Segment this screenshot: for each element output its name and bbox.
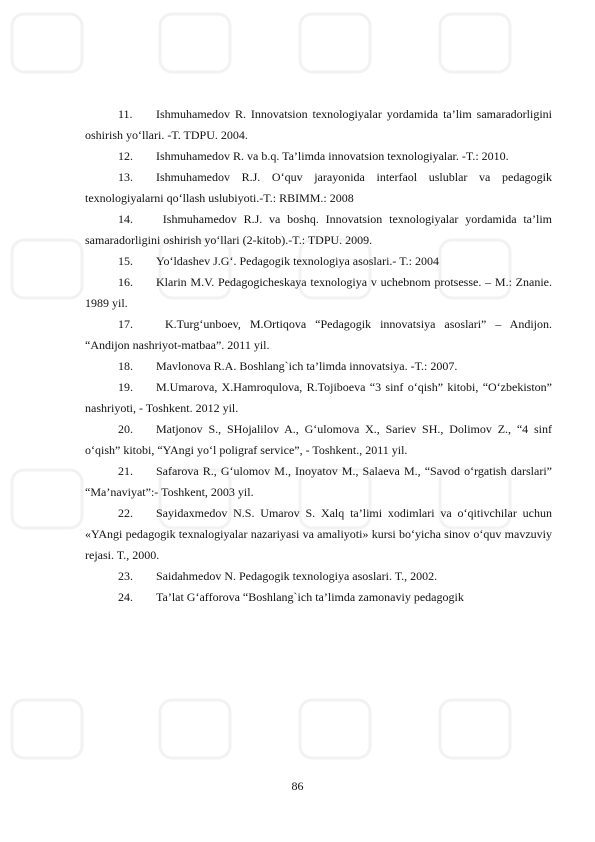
reference-text: Safarova R., G‘ulomov M., Inoyatov M., Salaeva M., “Savod o‘rgatish darslari” “Ma’naviyat”:- Toshkent, 2003 yil.	[85, 464, 552, 499]
reference-text: Ishmuhamedov R.J. va boshq. Innovatsion texnologiyalar yordamida ta’lim samaradorligini oshirish yo‘llari (2-kitob).-T.: TDPU. 2009.	[85, 212, 552, 247]
reference-item	[85, 356, 552, 377]
reference-text: Ishmuhamedov R. Innovatsion texnologiyalar yordamida ta’lim samaradorligini oshirish yo‘llari. -T. TDPU. 2004.	[85, 107, 552, 142]
reference-item	[85, 272, 552, 314]
reference-item	[85, 209, 552, 251]
reference-text: Sayidaxmedov N.S. Umarov S. Xalq ta’limi xodimlari va o‘qitivchilar uchun «YAngi pedagogik texnalogiyalar nazariyasi va amaliyoti» kursi bo‘yicha sinov o‘quv mavzuviy rejasi. T., 2000.	[85, 506, 552, 562]
reference-item	[85, 377, 552, 419]
page-number: 86	[291, 779, 304, 793]
reference-item	[85, 587, 552, 608]
reference-number: 15.	[118, 254, 133, 268]
reference-item	[85, 503, 552, 566]
reference-text: Ishmuhamedov R. va b.q. Ta’limda innovatsion texnologiyalar. -T.: 2010.	[156, 149, 509, 163]
reference-number: 14.	[118, 212, 133, 226]
reference-text: K.Turg‘unboev, M.Ortiqova “Pedagogik innovatsiya asoslari” – Andijon. “Andijon nashriyot-matbaa”. 2011 yil.	[85, 317, 552, 352]
reference-number: 24.	[118, 590, 133, 604]
reference-list	[85, 104, 552, 608]
reference-text: Matjonov S., SHojalilov A., G‘ulomova X., Sariev SH., Dolimov Z., “4 sinf o‘qish” kitobi, “YAngi yo‘l poligraf service”, - Toshkent., 2011 yil.	[85, 422, 552, 457]
reference-text: M.Umarova, X.Hamroqulova, R.Tojiboeva “3 sinf o‘qish” kitobi, “O‘zbekiston” nashriyoti, - Toshkent. 2012 yil.	[85, 380, 552, 415]
reference-item	[85, 314, 552, 356]
reference-text: Mavlonova R.A. Boshlang`ich ta’limda innovatsiya. -T.: 2007.	[156, 359, 458, 373]
reference-number: 20.	[118, 422, 133, 436]
reference-item	[85, 104, 552, 146]
reference-number: 12.	[118, 149, 133, 163]
reference-number: 21.	[118, 464, 133, 478]
reference-text: Saidahmedov N. Pedagogik texnologiya asoslari. T., 2002.	[156, 569, 438, 583]
reference-number: 19.	[118, 380, 133, 394]
reference-number: 13.	[118, 170, 133, 184]
reference-item	[85, 461, 552, 503]
reference-text: Ishmuhamedov R.J. O‘quv jarayonida interfaol uslublar va pedagogik texnologiyalarni qo‘llash uslubiyoti.-T.: RBIMM.: 2008	[85, 170, 552, 205]
reference-text: Ta’lat G‘afforova “Boshlang`ich ta’limda zamonaviy pedagogik	[156, 590, 464, 604]
reference-item	[85, 566, 552, 587]
reference-number: 17.	[118, 317, 133, 331]
reference-item	[85, 146, 552, 167]
reference-number: 11.	[118, 107, 133, 121]
reference-number: 23.	[118, 569, 133, 583]
reference-item	[85, 167, 552, 209]
reference-item	[85, 419, 552, 461]
reference-number: 16.	[118, 275, 133, 289]
reference-text: Klarin M.V. Pedagogicheskaya texnologiya v uchebnom protsesse. – M.: Znanie. 1989 yil.	[85, 275, 552, 310]
reference-item	[85, 251, 552, 272]
reference-number: 22.	[118, 506, 133, 520]
reference-number: 18.	[118, 359, 133, 373]
reference-text: Yo‘ldashev J.G‘. Pedagogik texnologiya asoslari.- T.: 2004	[156, 254, 439, 268]
